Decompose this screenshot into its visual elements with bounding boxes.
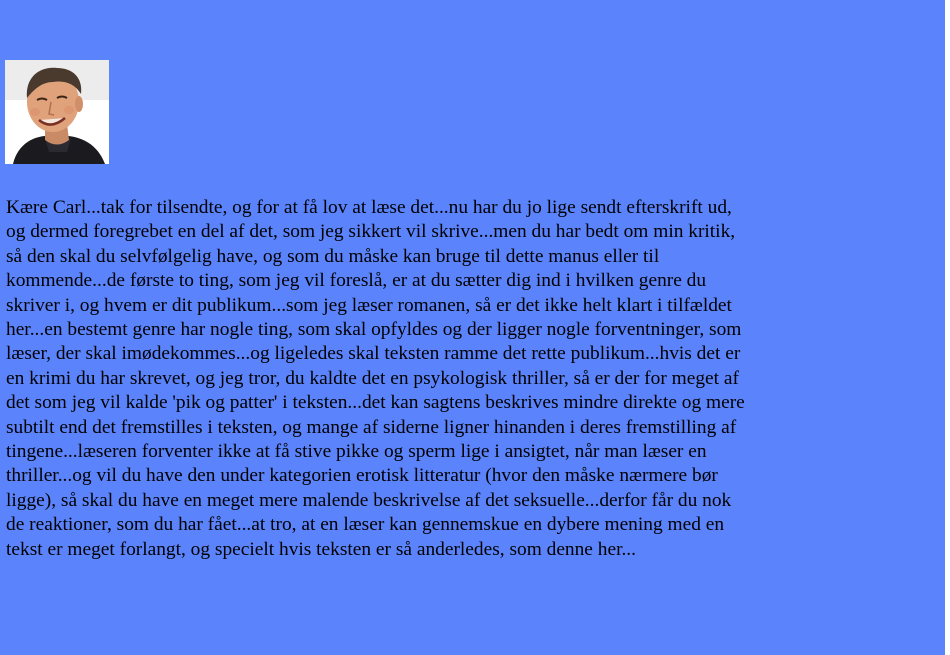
letter-line: så den skal du selvfølgelig have, og som du måske kan bruge til dette manus eller til	[6, 245, 660, 267]
letter-line: det som jeg vil kalde 'pik og patter' i teksten...det kan sagtens beskrives mindre direkte og mere	[6, 392, 745, 414]
letter-line: ligge), så skal du have en meget mere malende beskrivelse af det seksuelle...derfor får du nok	[6, 489, 732, 511]
letter-line: her...en bestemt genre har nogle ting, som skal opfyldes og der ligger nogle forventninger, som	[6, 319, 742, 341]
letter-line: tingene...læseren forventer ikke at få stive pikke og sperm lige i ansigtet, når man læser en	[6, 441, 707, 463]
letter-line: en krimi du har skrevet, og jeg tror, du kaldte det en psykologisk thriller, så er der for meget af	[6, 367, 739, 389]
letter-line: kommende...de første to ting, som jeg vil foreslå, er at du sætter dig ind i hvilken genre du	[6, 270, 707, 292]
letter-line: Kære Carl...tak for tilsendte, og for at få lov at læse det...nu har du jo lige sendt efterskrift ud,	[6, 197, 732, 218]
letter-line: læser, der skal imødekommes...og ligeledes skal teksten ramme det rette publikum...hvis det er	[6, 343, 741, 365]
letter-line: og dermed foregrebet en del af det, som jeg sikkert vil skrive...men du har bedt om min kritik,	[6, 221, 736, 243]
avatar	[5, 60, 109, 164]
letter-line: thriller...og vil du have den under kategorien erotisk litteratur (hvor den måske nærmere bør	[6, 465, 718, 487]
avatar-portrait-icon	[5, 60, 109, 164]
letter-line: tekst er meget forlangt, og specielt hvis teksten er så anderledes, som denne her...	[6, 538, 636, 560]
letter-line: de reaktioner, som du har fået...at tro, at en læser kan gennemskue en dybere mening med en	[6, 514, 725, 536]
letter-text	[6, 196, 942, 562]
letter-line: subtilt end det fremstilles i teksten, og mange af siderne ligner hinanden i deres fremstilling af	[6, 416, 737, 438]
letter-line: skriver i, og hvem er dit publikum...som jeg læser romanen, så er det ikke helt klart i tilfældet	[6, 294, 732, 316]
